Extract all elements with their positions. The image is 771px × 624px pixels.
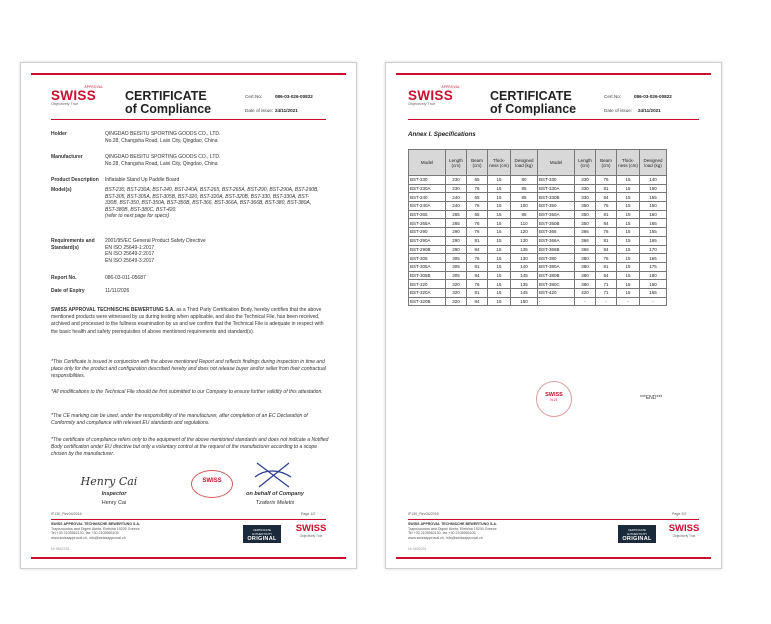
form-code: IF130_Rev04/2016 xyxy=(408,512,439,516)
logo-brand-text: SWISS xyxy=(51,88,97,103)
stamp-sub-text: N.21 xyxy=(550,398,558,402)
table-cell: 15 xyxy=(488,280,511,289)
table-cell: 81 xyxy=(596,184,617,193)
table-cell: 15 xyxy=(617,184,640,193)
bottom-red-rule xyxy=(31,557,346,559)
table-cell: 15 xyxy=(488,254,511,263)
table-cell: BST-240 xyxy=(409,193,446,202)
table-cell: 150 xyxy=(640,184,667,193)
table-cell: 150 xyxy=(511,297,538,306)
title-line-1: CERTIFICATE xyxy=(125,89,207,103)
table-cell: BST-305 xyxy=(409,254,446,263)
footer-logo xyxy=(293,523,329,538)
table-cell: BST-265 xyxy=(409,210,446,219)
footer-logo-brand: SWISS xyxy=(668,523,700,534)
models-value: BST-230, BST-230A, BST-240, BST-240A, BST-265, BST-265A, BST-290, BST-290A, BST-290B, BST-305, BST-305A, BST-305B, BST-320, BST-320A, BST-320B, BST-330, BST-330A, BST-330B, BST-350, BST-350A, BST-350B, BST-366, BST-366A, BST-366B, BST-380, BST-380A, BST-380B, BST-380C, BST-420. (refer to next page for specs) xyxy=(105,187,319,220)
table-cell: 15 xyxy=(617,280,640,289)
table-cell: 120 xyxy=(511,228,538,237)
table-cell: 85 xyxy=(511,193,538,202)
table-cell: 165 xyxy=(640,254,667,263)
table-cell: 15 xyxy=(617,236,640,245)
manufacturer-value: QINGDAO BEISITU SPORTING GOODS CO., LTD. No.28, Changsha Road, Laixi City, Qingdao, China xyxy=(105,154,221,167)
table-cell: BST-240A xyxy=(409,202,446,211)
bottom-red-rule xyxy=(396,557,711,559)
footer-company: SWISS APPROVAL TECHNISCHE BEWERTUNG S.A. xyxy=(51,522,140,526)
table-cell: BST-380C xyxy=(538,280,575,289)
table-row xyxy=(409,176,667,185)
note-1-text: This Certificate is issued in conjunction with the above mentioned Report and reflects findings during inspection in time and place only for the product and configuration described hereby and does not release buyer and/or seller from their contractual responsibilities. xyxy=(51,359,326,380)
table-cell: BST-330 xyxy=(538,176,575,185)
table-cell: BST-305A xyxy=(409,262,446,271)
table-cell: 15 xyxy=(617,193,640,202)
footer-contact: Tel +30 2105562130, fax +30 2105565105 xyxy=(51,531,119,536)
certification-statement xyxy=(51,307,329,336)
specifications-table xyxy=(408,149,667,306)
inspector-name: Henry Cai xyxy=(101,500,127,506)
table-cell: - xyxy=(538,297,575,306)
table-cell: 145 xyxy=(511,288,538,297)
table-cell: 305 xyxy=(446,262,467,271)
table-cell: 145 xyxy=(511,271,538,280)
table-cell: 15 xyxy=(617,262,640,271)
table-cell: 366 xyxy=(575,228,596,237)
table-cell: 84 xyxy=(596,219,617,228)
date-issue-label: Date of issue: xyxy=(245,108,274,113)
table-cell: 80 xyxy=(511,176,538,185)
table-cell: 65 xyxy=(467,210,488,219)
report-no-value: 086-03-011-05687 xyxy=(105,275,146,281)
header-beam: Beam (cm) xyxy=(596,150,617,176)
table-cell: 76 xyxy=(467,219,488,228)
footer-address: Trapezountos and Digeni Akrita, Elefsina 19200 Greece xyxy=(51,526,140,531)
table-cell: 180 xyxy=(640,271,667,280)
logo-approval-text: APPROVAL xyxy=(441,85,460,89)
serial-number: Nr 9692291 xyxy=(408,547,427,551)
footer-web: www.swissapproval.ch, info@swissapproval.ch xyxy=(408,535,483,540)
table-row xyxy=(409,236,667,245)
company-signer: Tzaferis Meletis xyxy=(255,500,295,506)
title-line-2: of Compliance xyxy=(490,102,577,116)
table-row xyxy=(409,297,667,306)
manufacturer-label: Manufacturer xyxy=(51,154,83,160)
table-cell: 165 xyxy=(640,236,667,245)
table-cell: 95 xyxy=(511,210,538,219)
table-cell: 84 xyxy=(467,245,488,254)
table-cell: - xyxy=(640,297,667,306)
table-cell: BST-366B xyxy=(538,245,575,254)
table-cell: BST-330A xyxy=(538,184,575,193)
serial-number: Nr 9692291 xyxy=(51,547,70,551)
specifications-table-body xyxy=(409,176,667,306)
table-cell: 15 xyxy=(617,254,640,263)
date-issue-label: Date of issue: xyxy=(604,108,633,113)
inspector-signature: Henry Cai xyxy=(80,475,138,488)
table-cell: 15 xyxy=(488,193,511,202)
table-cell: 290 xyxy=(446,245,467,254)
table-cell: 290 xyxy=(446,236,467,245)
table-cell: 81 xyxy=(467,236,488,245)
table-cell: BST-290B xyxy=(409,245,446,254)
report-no-label: Report No. xyxy=(51,275,77,281)
table-cell: 366 xyxy=(575,245,596,254)
table-cell: BST-380 xyxy=(538,254,575,263)
logo-tagline: Objectively True xyxy=(408,102,436,106)
footer-logo xyxy=(666,523,702,538)
end-marker: ***END*** xyxy=(640,395,663,401)
annex-title: Annex I. Specifications xyxy=(408,131,476,138)
date-issue-value: 24/11/2021 xyxy=(638,108,661,113)
page-number: Page 2/2 xyxy=(672,512,687,516)
certificate-title xyxy=(490,90,576,116)
table-cell: 15 xyxy=(617,228,640,237)
table-cell: 320 xyxy=(446,297,467,306)
table-cell: 15 xyxy=(617,271,640,280)
table-cell: 84 xyxy=(467,271,488,280)
table-cell: 155 xyxy=(640,193,667,202)
table-cell: 76 xyxy=(467,202,488,211)
table-cell: 15 xyxy=(617,176,640,185)
footer-logo-tagline: Objectively True xyxy=(299,534,323,538)
header-divider xyxy=(51,119,326,120)
note-2: *All modifications to the Technical File should be first submitted to our Company to ensure further validity of this attestation. xyxy=(51,389,323,395)
table-cell: 140 xyxy=(640,176,667,185)
table-cell: 15 xyxy=(617,288,640,297)
holder-value: QINGDAO BEISITU SPORTING GOODS CO., LTD. No.28, Changsha Road, Laixi City, Qingdao, China xyxy=(105,131,221,144)
table-row xyxy=(409,228,667,237)
requirements-value: 2001/95/EC General Product Safety Directive EN ISO 25649-1:2017 EN ISO 25649-2:2017 EN ISO 25649-3:2017 xyxy=(105,238,206,264)
table-cell: 76 xyxy=(467,280,488,289)
table-cell: 15 xyxy=(488,202,511,211)
table-cell: 130 xyxy=(511,236,538,245)
table-cell: 15 xyxy=(617,202,640,211)
table-cell: BST-305B xyxy=(409,271,446,280)
table-cell: 265 xyxy=(446,210,467,219)
company-signature-mark xyxy=(253,459,293,491)
table-row xyxy=(409,193,667,202)
title-line-1: CERTIFICATE xyxy=(490,89,572,103)
table-cell: 15 xyxy=(488,219,511,228)
note-2-text: All modifications to the Technical File should be first submitted to our Company to ensure further validity of this attestation. xyxy=(52,389,323,395)
table-cell: 230 xyxy=(446,184,467,193)
table-cell: 320 xyxy=(446,280,467,289)
table-cell: BST-380A xyxy=(538,262,575,271)
note-1: *This Certificate is issued in conjunction with the above mentioned Report and reflects findings during inspection in time and place only for the product and configuration described hereby and does not release buyer and/or seller from their contractual responsibilities. xyxy=(51,359,326,380)
table-cell: 15 xyxy=(617,245,640,254)
table-cell: 15 xyxy=(488,297,511,306)
company-role: on behalf of Company xyxy=(246,491,304,497)
table-cell: 330 xyxy=(575,184,596,193)
table-cell: BST-230A xyxy=(409,184,446,193)
table-cell: 160 xyxy=(640,210,667,219)
table-header-row xyxy=(409,150,667,176)
title-line-2: of Compliance xyxy=(125,102,212,116)
table-cell: 81 xyxy=(596,236,617,245)
statement-company-name: SWISS APPROVAL TECHNISCHE BEWERTUNG S.A. xyxy=(51,307,175,313)
table-cell: 15 xyxy=(488,176,511,185)
swiss-approval-logo xyxy=(51,85,103,106)
table-row xyxy=(409,288,667,297)
header-length: Length (cm) xyxy=(446,150,467,176)
table-cell: 15 xyxy=(488,184,511,193)
table-cell: 175 xyxy=(640,262,667,271)
table-cell: 330 xyxy=(575,176,596,185)
note-3-text: The CE marking can be used, under the responsibility of the manufacturer, after completion of an EC Declaration of Conformity and compliance with relevant EU standards and regulations. xyxy=(51,413,308,427)
table-cell: 330 xyxy=(575,193,596,202)
table-cell: 350 xyxy=(575,210,596,219)
table-cell: 15 xyxy=(488,262,511,271)
table-cell: 81 xyxy=(596,262,617,271)
table-cell: 65 xyxy=(467,193,488,202)
table-cell: BST-330B xyxy=(538,193,575,202)
table-row xyxy=(409,245,667,254)
table-cell: 15 xyxy=(617,219,640,228)
top-red-rule xyxy=(396,73,711,75)
certificate-page-2 xyxy=(385,62,722,569)
table-cell: 350 xyxy=(575,219,596,228)
table-cell: 15 xyxy=(488,271,511,280)
product-description-value: Inflatable Stand Up Paddle Board xyxy=(105,177,180,183)
table-cell: - xyxy=(617,297,640,306)
table-row xyxy=(409,219,667,228)
table-cell: 240 xyxy=(446,193,467,202)
table-cell: 15 xyxy=(488,228,511,237)
table-cell: 420 xyxy=(575,288,596,297)
table-cell: 135 xyxy=(511,245,538,254)
table-cell: 71 xyxy=(596,288,617,297)
original-badge xyxy=(618,525,656,543)
table-cell: BST-350B xyxy=(538,219,575,228)
date-of-expiry-value: 11/11/2026 xyxy=(105,288,130,294)
table-cell: BST-350A xyxy=(538,210,575,219)
original-badge xyxy=(243,525,281,543)
table-cell: 15 xyxy=(488,245,511,254)
header-thickness: Thick-ness (cm) xyxy=(617,150,640,176)
table-cell: 305 xyxy=(446,271,467,280)
badge-line-1: CERTIFICATE AUTHENTICITY xyxy=(626,528,648,536)
table-cell: BST-320B xyxy=(409,297,446,306)
table-cell: 84 xyxy=(467,297,488,306)
cert-no-label: Cert.No: xyxy=(245,94,263,99)
table-cell: 65 xyxy=(467,176,488,185)
table-cell: 84 xyxy=(596,271,617,280)
swiss-approval-logo xyxy=(408,85,460,106)
header-beam: Beam (cm) xyxy=(467,150,488,176)
footer-divider xyxy=(51,519,326,520)
page-number: Page 1/2 xyxy=(301,512,316,516)
table-cell: 76 xyxy=(596,254,617,263)
table-cell: 84 xyxy=(596,193,617,202)
certificate-page-1 xyxy=(20,62,357,569)
table-cell: 76 xyxy=(467,228,488,237)
badge-line-2: ORIGINAL xyxy=(622,536,652,542)
logo-approval-text: APPROVAL xyxy=(84,85,103,89)
stamp-text: SWISS xyxy=(545,392,563,398)
footer-company: SWISS APPROVAL TECHNISCHE BEWERTUNG S.A. xyxy=(408,522,497,526)
table-row xyxy=(409,254,667,263)
header-length: Length (cm) xyxy=(575,150,596,176)
table-cell: BST-320A xyxy=(409,288,446,297)
table-cell: BST-366 xyxy=(538,228,575,237)
certificate-title xyxy=(125,90,211,116)
footer-divider xyxy=(408,519,699,520)
table-cell: 110 xyxy=(511,219,538,228)
header-model: Model xyxy=(538,150,575,176)
table-cell: 380 xyxy=(575,254,596,263)
table-cell: 366 xyxy=(575,236,596,245)
note-4-text: The certificate of compliance refers only to the equipment of the above mentioned standards and does not indicate a Notified Body certification under EU directive but only a voluntary control at the request of the manufacturer according to a scope chosen by the manufacturer. xyxy=(51,437,329,458)
table-cell: BST-320 xyxy=(409,280,446,289)
table-cell: BST-290A xyxy=(409,236,446,245)
company-stamp xyxy=(536,381,572,417)
footer-logo-brand: SWISS xyxy=(295,523,327,534)
table-cell: 305 xyxy=(446,254,467,263)
table-cell: 81 xyxy=(596,210,617,219)
table-cell: 165 xyxy=(640,219,667,228)
company-stamp xyxy=(191,470,233,498)
top-red-rule xyxy=(31,73,346,75)
table-cell: 150 xyxy=(640,202,667,211)
table-cell: 155 xyxy=(640,228,667,237)
table-cell: 84 xyxy=(596,245,617,254)
table-cell: 76 xyxy=(596,202,617,211)
table-cell: 95 xyxy=(511,184,538,193)
table-row xyxy=(409,262,667,271)
table-cell: 140 xyxy=(511,262,538,271)
product-description-label: Product Description xyxy=(51,177,99,183)
table-cell: 130 xyxy=(511,254,538,263)
header-designed-load: Designed load (kg) xyxy=(640,150,667,176)
table-cell: - xyxy=(596,297,617,306)
footer-address-block xyxy=(51,522,231,540)
table-cell: BST-420 xyxy=(538,288,575,297)
table-cell: 15 xyxy=(488,288,511,297)
table-cell: 320 xyxy=(446,288,467,297)
table-cell: 15 xyxy=(488,236,511,245)
table-row xyxy=(409,271,667,280)
table-cell: 76 xyxy=(467,184,488,193)
table-cell: BST-230 xyxy=(409,176,446,185)
table-cell: BST-350 xyxy=(538,202,575,211)
footer-web: www.swissapproval.ch, info@swissapproval.ch xyxy=(51,535,126,540)
table-cell: 71 xyxy=(596,280,617,289)
table-cell: 350 xyxy=(575,202,596,211)
table-cell: 15 xyxy=(617,210,640,219)
date-issue-value: 24/11/2021 xyxy=(275,108,298,113)
footer-address: Trapezountos and Digeni Akrita, Elefsina 19200 Greece xyxy=(408,526,497,531)
footer-logo-tagline: Objectively True xyxy=(672,534,696,538)
table-cell: 15 xyxy=(488,210,511,219)
footer-address-block xyxy=(408,522,588,540)
table-cell: 76 xyxy=(596,228,617,237)
badge-line-1: CERTIFICATE AUTHENTICITY xyxy=(251,528,273,536)
table-cell: 81 xyxy=(467,262,488,271)
note-3: *The CE marking can be used, under the responsibility of the manufacturer, after completion of an EC Declaration of Conformity and compliance with relevant EU standards and regulations. xyxy=(51,413,308,427)
table-cell: BST-366A xyxy=(538,236,575,245)
table-cell: 150 xyxy=(640,280,667,289)
header-model: Model xyxy=(409,150,446,176)
table-cell: 100 xyxy=(511,202,538,211)
logo-tagline: Objectively True xyxy=(51,102,79,106)
table-cell: 76 xyxy=(596,176,617,185)
table-cell: 380 xyxy=(575,271,596,280)
date-of-expiry-label: Date of Expiry xyxy=(51,288,85,294)
table-cell: BST-290 xyxy=(409,228,446,237)
table-row xyxy=(409,202,667,211)
table-cell: 290 xyxy=(446,228,467,237)
requirements-label: Requirements and Standard(s) xyxy=(51,238,95,251)
holder-label: Holder xyxy=(51,131,67,137)
stamp-text: SWISS xyxy=(202,478,222,484)
table-cell: 170 xyxy=(640,245,667,254)
header-divider xyxy=(408,119,699,120)
note-4: *The certificate of compliance refers only to the equipment of the above mentioned standards and does not indicate a Notified Body certification under EU directive but only a voluntary control at the request of the manufacturer according to a scope chosen by the manufacturer. xyxy=(51,437,329,458)
inspector-role: Inspector xyxy=(101,491,127,497)
badge-line-2: ORIGINAL xyxy=(247,536,277,542)
table-cell: 76 xyxy=(467,254,488,263)
logo-brand-text: SWISS xyxy=(408,88,454,103)
table-cell: 165 xyxy=(640,288,667,297)
table-cell: 380 xyxy=(575,262,596,271)
table-cell: BST-380B xyxy=(538,271,575,280)
table-cell: 380 xyxy=(575,280,596,289)
footer-contact: Tel +30 2105562130, fax +30 2105565105 xyxy=(408,531,476,536)
table-row xyxy=(409,184,667,193)
table-cell: - xyxy=(575,297,596,306)
cert-no-value: 086-03-026-00822 xyxy=(634,94,672,99)
table-row xyxy=(409,280,667,289)
cert-no-label: Cert.No: xyxy=(604,94,622,99)
statement-text: as a Third Party Certification Body, hereby certifies that the above mentioned products were witnessed by us during testing when applicable, and also the Technical File, has been received, archived and processed to the fullness examination by us and we confirm that the Technical File is adequate in respect with the basic health and safety prerequisites of above mentioned requirements and standard(s). xyxy=(51,307,324,335)
header-designed-load: Designed load (kg) xyxy=(511,150,538,176)
table-row xyxy=(409,210,667,219)
cert-no-value: 086-03-026-00822 xyxy=(275,94,313,99)
table-cell: 230 xyxy=(446,176,467,185)
table-cell: 240 xyxy=(446,202,467,211)
header-thickness: Thick-ness (cm) xyxy=(488,150,511,176)
table-cell: 265 xyxy=(446,219,467,228)
table-cell: 135 xyxy=(511,280,538,289)
table-cell: 81 xyxy=(467,288,488,297)
models-label: Model(s) xyxy=(51,187,72,193)
form-code: IF130_Rev04/2016 xyxy=(51,512,82,516)
table-cell: BST-265A xyxy=(409,219,446,228)
